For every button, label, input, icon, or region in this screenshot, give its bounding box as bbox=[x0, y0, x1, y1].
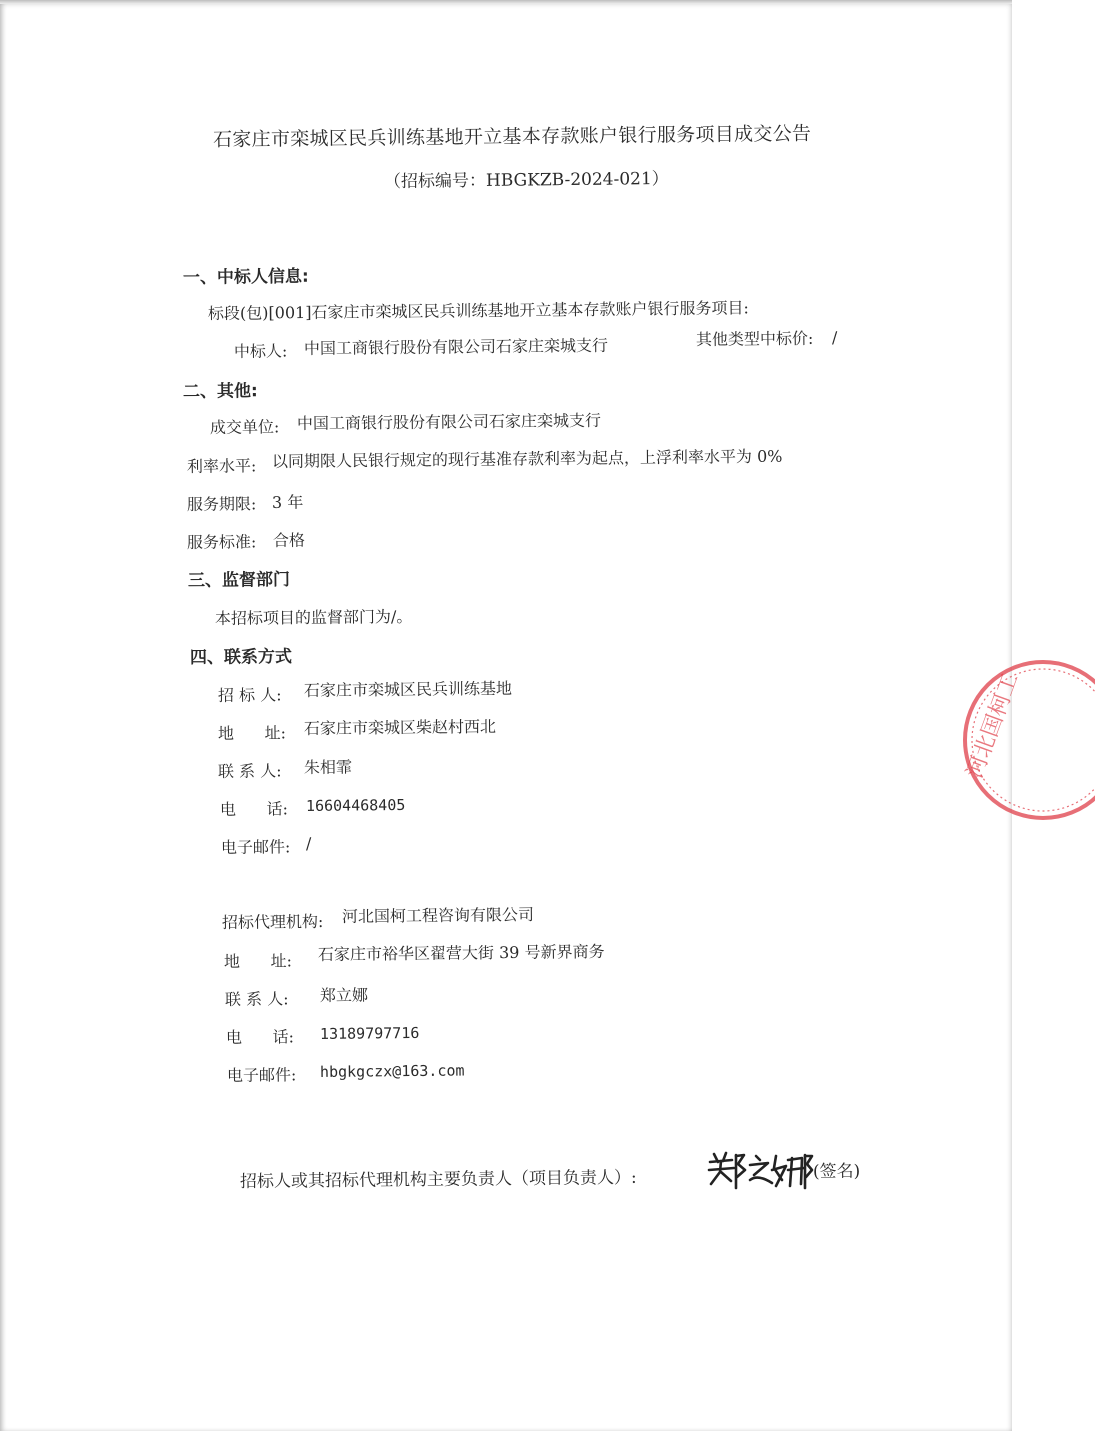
section-1-heading: 一、中标人信息: bbox=[182, 266, 309, 288]
agency-name-label: 招标代理机构: bbox=[221, 911, 324, 932]
agency-email-label: 电子邮件: bbox=[226, 1065, 297, 1085]
deal-unit-value: 中国工商银行股份有限公司石家庄栾城支行 bbox=[296, 410, 602, 433]
signature-label: 招标人或其招标代理机构主要负责人（项目负责人）: bbox=[239, 1167, 637, 1192]
signature-graphic bbox=[706, 1150, 814, 1192]
deal-unit-label: 成交单位: bbox=[209, 417, 280, 437]
seal-graphic bbox=[955, 655, 1095, 825]
tenderer-email-label: 电子邮件: bbox=[220, 837, 291, 857]
winner-label: 中标人: bbox=[233, 341, 288, 361]
agency-contact-label: 联 系 人: bbox=[224, 989, 289, 1009]
supervision-text: 本招标项目的监督部门为/。 bbox=[214, 606, 413, 628]
tenderer-contact-label: 联 系 人: bbox=[217, 761, 282, 781]
rate-label: 利率水平: bbox=[186, 456, 257, 476]
section-4-heading: 四、联系方式 bbox=[189, 646, 293, 668]
tenderer-name-label: 招 标 人: bbox=[217, 685, 282, 705]
agency-addr: 石家庄市裕华区翟营大街 39 号新界商务 bbox=[317, 941, 605, 964]
winner-value: 中国工商银行股份有限公司石家庄栾城支行 bbox=[303, 335, 609, 358]
lot-description: 标段(包)[001]石家庄市栾城区民兵训练基地开立基本存款账户银行服务项目: bbox=[207, 298, 749, 323]
tenderer-addr: 石家庄市栾城区柴赵村西北 bbox=[303, 716, 497, 738]
handwritten-signature bbox=[706, 1150, 814, 1192]
other-price-value: / bbox=[831, 327, 838, 347]
section-3-heading: 三、监督部门 bbox=[187, 569, 291, 591]
tenderer-phone: 16604468405 bbox=[305, 795, 406, 815]
period-label: 服务期限: bbox=[186, 494, 257, 514]
rate-value: 以同期限人民银行规定的现行基准存款利率为起点，上浮利率水平为 0% bbox=[271, 446, 783, 471]
tenderer-email: / bbox=[305, 833, 312, 853]
agency-name: 河北国柯工程咨询有限公司 bbox=[341, 904, 535, 926]
scan-top-edge bbox=[0, 0, 1012, 4]
standard-label: 服务标准: bbox=[186, 532, 257, 552]
agency-phone: 13189797716 bbox=[319, 1023, 420, 1043]
document-title: 石家庄市栾城区民兵训练基地开立基本存款账户银行服务项目成交公告 bbox=[212, 122, 812, 151]
signature-suffix: (签名) bbox=[812, 1161, 861, 1182]
section-2-heading: 二、其他: bbox=[182, 381, 258, 402]
tenderer-phone-label: 电 话: bbox=[219, 799, 289, 819]
tenderer-name: 石家庄市栾城区民兵训练基地 bbox=[303, 678, 513, 700]
period-value: 3 年 bbox=[271, 492, 304, 512]
tenderer-contact: 朱相霏 bbox=[303, 757, 353, 777]
other-price-label: 其他类型中标价: bbox=[695, 328, 814, 349]
agency-email: hbgkgczx@163.com bbox=[319, 1061, 465, 1081]
tender-number: （招标编号：HBGKZB-2024-021） bbox=[383, 169, 669, 192]
tenderer-addr-label: 地 址: bbox=[217, 723, 287, 743]
standard-value: 合格 bbox=[272, 530, 306, 550]
official-seal-stamp bbox=[955, 655, 1095, 825]
agency-contact: 郑立娜 bbox=[319, 985, 369, 1005]
svg-text:河北国柯工: 河北国柯工 bbox=[962, 669, 1024, 782]
agency-addr-label: 地 址: bbox=[223, 951, 293, 971]
agency-phone-label: 电 话: bbox=[225, 1027, 295, 1047]
